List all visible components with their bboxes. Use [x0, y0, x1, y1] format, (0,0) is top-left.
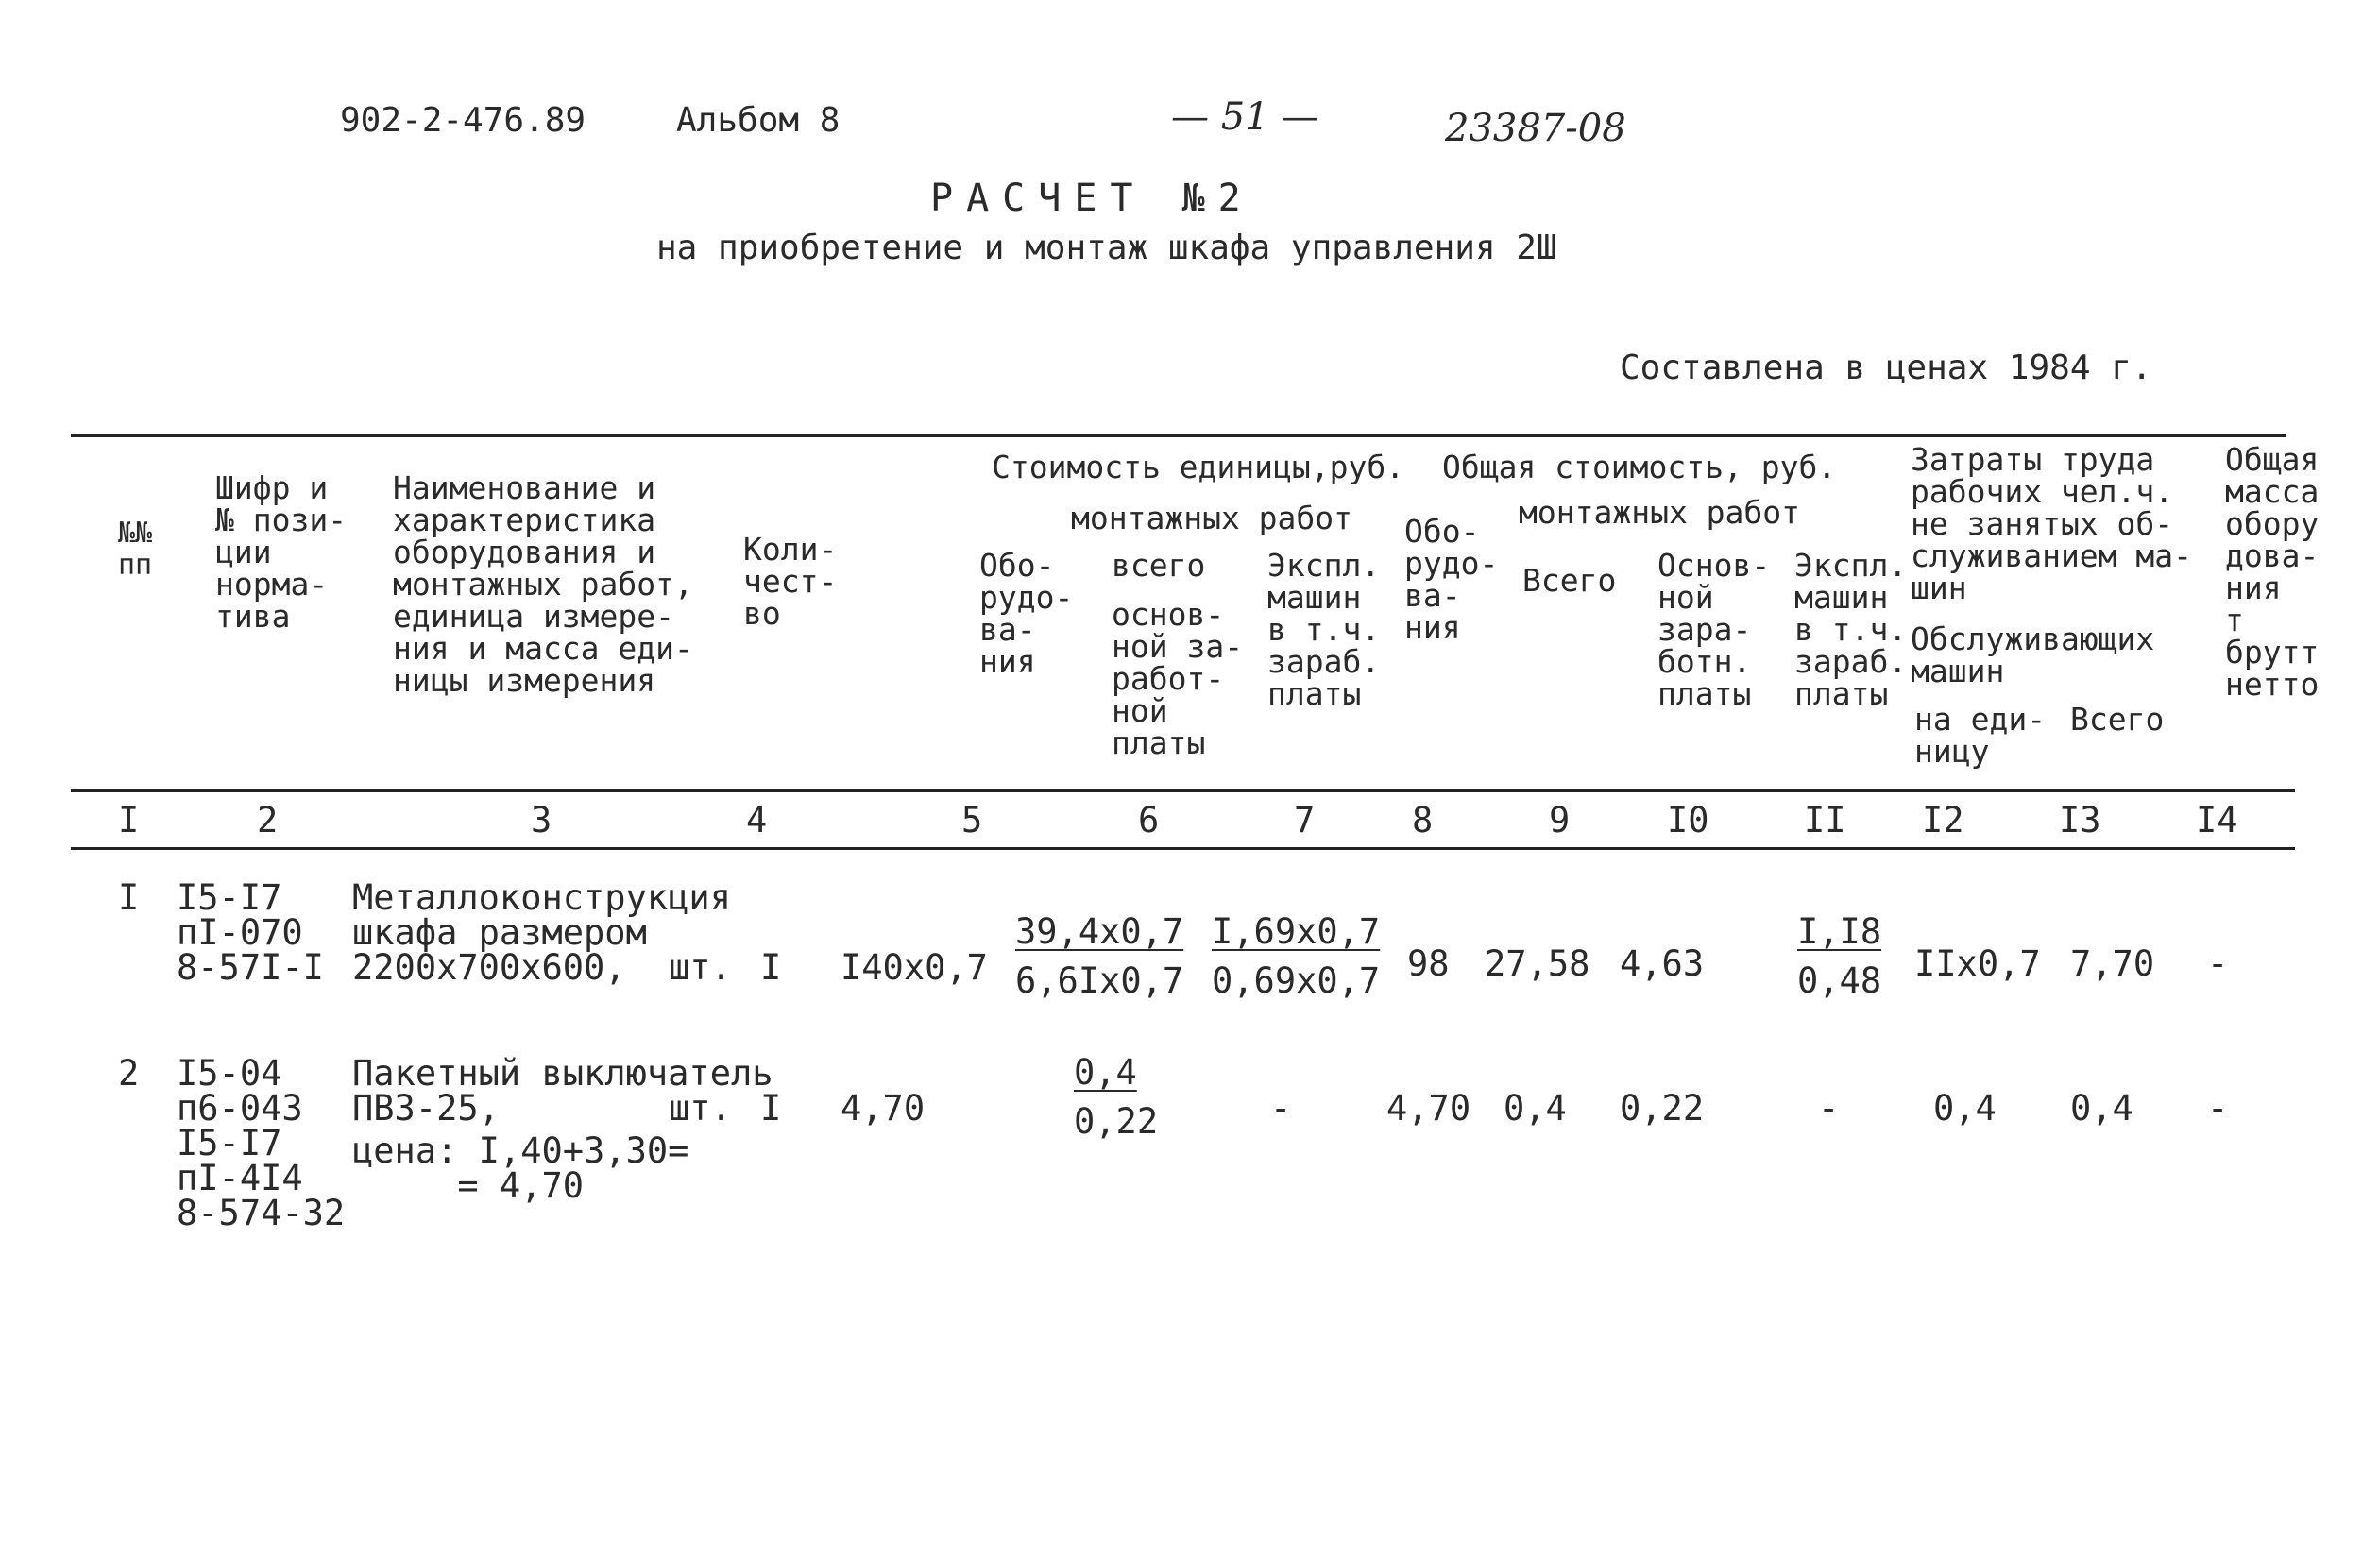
col-number-9: 9: [1549, 800, 1571, 840]
col-number-5: 5: [961, 800, 983, 840]
col-header-total-wage: Основ- ной зара- ботн. платы: [1658, 547, 1771, 712]
col-number-4: 4: [746, 800, 768, 840]
row-machines-wage-total: 0,48: [1797, 960, 1882, 1001]
row-equip-unit: 4,70: [841, 1088, 926, 1129]
row-code: I5-04 п6-043 I5-I7 пI-4I4 8-574-32: [177, 1053, 346, 1233]
row-mass: -: [2207, 1088, 2229, 1129]
row-number: 2: [118, 1053, 140, 1094]
col-header-labor-unit: на еди- ницу: [1914, 701, 2047, 770]
col-header-num: №№ пп: [118, 517, 153, 582]
row-machines-unit: I,69х0,7: [1212, 911, 1381, 952]
row-mount-total-unit: 39,4х0,7: [1015, 911, 1184, 952]
labor-sub-header: Обслуживающих машин: [1911, 620, 2155, 689]
col-number-1: I: [118, 800, 140, 840]
row-equip-unit: I40х0,7: [841, 947, 988, 988]
col-number-14: I4: [2196, 800, 2238, 840]
total-cost-group-header: Общая стоимость, руб.: [1442, 449, 1837, 485]
col-number-12: I2: [1922, 800, 1964, 840]
row-number: I: [118, 877, 140, 918]
col-header-unit-mount-wage: основ- ной за- работ- ной платы: [1112, 596, 1244, 761]
col-header-name: Наименование и характеристика оборудования и монтажных работ, единица измере- ния и масса еди- ницы измерения: [393, 469, 693, 699]
row-mass: -: [2207, 943, 2229, 984]
row-labor-unit: 0,4: [1933, 1088, 1997, 1129]
row-equip-total: 4,70: [1386, 1088, 1471, 1129]
row-labor-unit: IIх0,7: [1914, 943, 2041, 984]
row-price-note: цена: I,40+3,30= = 4,70: [352, 1130, 689, 1206]
column-numbers-rule: [71, 847, 2295, 850]
row-qty: I: [760, 1088, 782, 1129]
row-mount-total: 0,4: [1504, 1088, 1567, 1129]
col-header-qty: Коли- чест- во: [743, 531, 838, 632]
row-machines-wage-unit: 0,69х0,7: [1212, 960, 1381, 1001]
col-header-mass: Общая масса обору дова- ния т брутт нетто: [2225, 444, 2320, 703]
album-label: Альбом 8: [676, 101, 841, 140]
document-title: РАСЧЕТ №2: [930, 177, 1254, 220]
row-mount-total-unit: 0,4: [1074, 1052, 1137, 1093]
col-header-mass-clip: [2225, 444, 2320, 727]
col-header-total-machines: Экспл. машин в т.ч. зараб. платы: [1794, 547, 1908, 712]
col-header-total-equipment: Обо- рудо- ва- ния: [1404, 513, 1499, 646]
col-number-11: II: [1804, 800, 1846, 840]
col-header-unit-equipment: Обо- рудо- ва- ния: [979, 547, 1074, 680]
header-bottom-rule: [71, 789, 2295, 792]
row-labor-total: 7,70: [2070, 943, 2155, 984]
row-machines-unit: -: [1270, 1088, 1292, 1129]
total-mount-group-header: монтажных работ: [1519, 494, 1801, 531]
row-equip-total: 98: [1407, 943, 1450, 984]
row-mount-wage-unit: 0,22: [1074, 1101, 1159, 1142]
col-header-unit-machines: Экспл. машин в т.ч. зараб. платы: [1267, 547, 1381, 712]
doc-code: 902-2-476.89: [340, 101, 586, 140]
row-unit: шт.: [669, 1088, 732, 1129]
document-subtitle: на приобретение и монтаж шкафа управления 2Ш: [656, 229, 1557, 267]
col-header-unit-mount-total: всего: [1112, 547, 1206, 584]
col-header-code: Шифр и № пози- ции норма- тива: [215, 469, 348, 635]
row-labor-total: 0,4: [2070, 1088, 2134, 1129]
unit-cost-group-header: Стоимость единицы,руб.: [992, 449, 1405, 485]
col-number-3: 3: [531, 800, 552, 840]
handwritten-code: 23387-08: [1445, 107, 1626, 150]
row-mount-wage-unit: 6,6Iх0,7: [1015, 960, 1184, 1001]
col-number-6: 6: [1138, 800, 1160, 840]
row-name: Пакетный выключатель ПВЗ-25,: [352, 1053, 774, 1129]
row-unit: шт.: [669, 947, 732, 988]
col-header-labor-total: Всего: [2070, 701, 2165, 738]
col-number-13: I3: [2059, 800, 2101, 840]
row-qty: I: [760, 947, 782, 988]
col-number-10: I0: [1667, 800, 1709, 840]
col-header-total-mount: Всего: [1522, 562, 1617, 599]
row-machines-total: I,I8: [1797, 911, 1882, 952]
row-mount-total: 27,58: [1485, 943, 1590, 984]
page-number: — 51 —: [1171, 95, 1319, 139]
row-name: Металлоконструкция шкафа размером 2200х700х600,: [352, 877, 731, 988]
unit-mount-group-header: монтажных работ: [1071, 500, 1353, 536]
row-wage-total: 4,63: [1620, 943, 1705, 984]
row-machines-total: -: [1818, 1088, 1840, 1129]
table-top-rule: [71, 434, 2286, 437]
row-wage-total: 0,22: [1620, 1088, 1705, 1129]
prices-note: Составлена в ценах 1984 г.: [1620, 348, 2152, 387]
col-number-7: 7: [1294, 800, 1316, 840]
col-number-8: 8: [1412, 800, 1434, 840]
row-code: I5-I7 пI-070 8-57I-I: [177, 877, 324, 988]
col-number-2: 2: [257, 800, 279, 840]
labor-group-header: Затраты труда рабочих чел.ч. не занятых об- служиванием ма- шин: [1911, 441, 2193, 606]
